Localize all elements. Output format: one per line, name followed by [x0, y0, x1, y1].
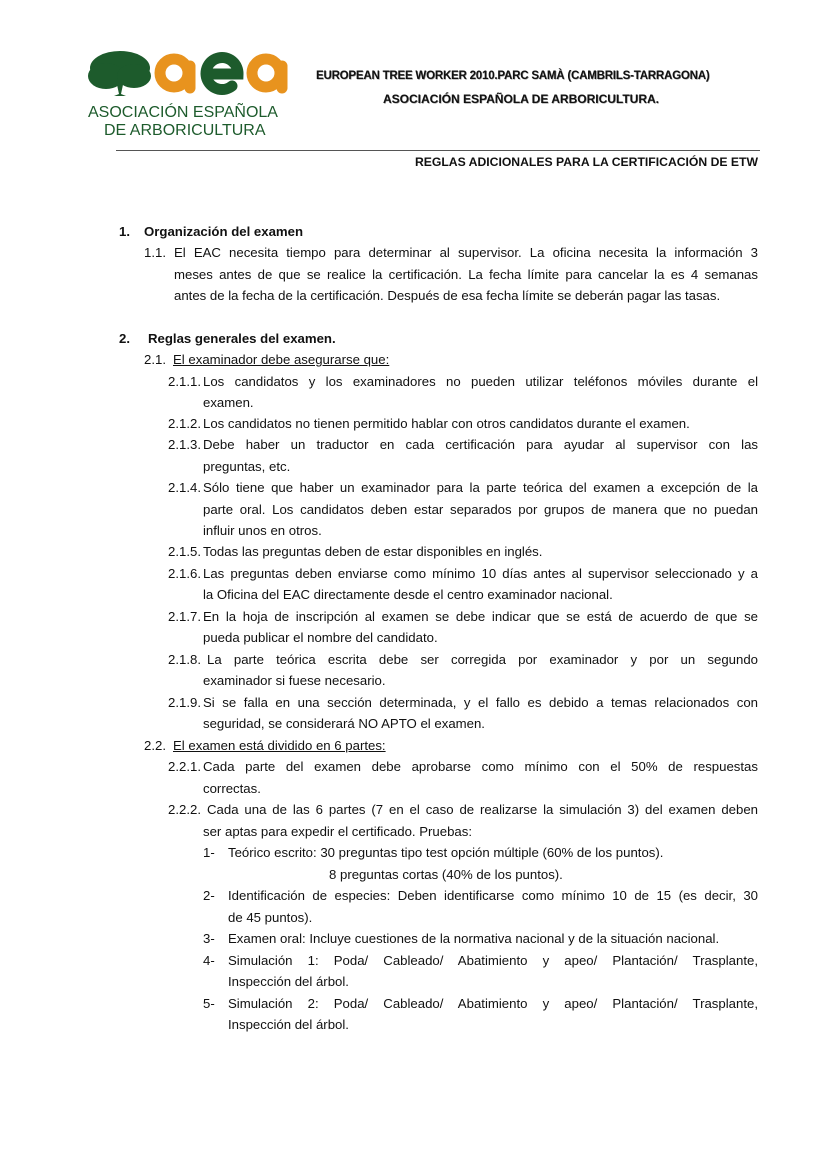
test-number: 2-: [203, 888, 215, 903]
subsection-2-1-title: El examinador debe asegurarse que:: [173, 352, 390, 367]
item-line: seguridad, se considerará NO APTO el examen.: [203, 716, 485, 731]
item-line: correctas.: [203, 781, 261, 796]
item-line: En la hoja de inscripción al examen se debe indicar que se está de acuerdo de que se: [203, 609, 758, 624]
svg-text:ASOCIACIÓN ESPAÑOLA: ASOCIACIÓN ESPAÑOLA: [88, 104, 278, 121]
subsection-2-2-title: El examen está dividido en 6 partes:: [173, 738, 386, 753]
item-line: Cada parte del examen debe aprobarse como mínimo con el 50% de respuestas: [203, 759, 758, 774]
test-line: Inspección del árbol.: [228, 1017, 349, 1032]
item-number: 2.1.6.: [168, 566, 201, 581]
item-line: Cada una de las 6 partes (7 en el caso de realizarse la simulación 3) del examen deben: [207, 802, 758, 817]
svg-text:DE ARBORICULTURA: DE ARBORICULTURA: [104, 122, 266, 139]
section-2-number: 2.: [119, 331, 130, 346]
item-number: 2.1.4.: [168, 480, 201, 495]
subsection-2-1-number: 2.1.: [144, 352, 166, 367]
item-number: 2.1.2.: [168, 416, 201, 431]
item-line: Sólo tiene que haber un examinador para la parte teórica del examen a excepción de la: [203, 480, 758, 495]
item-1-1-line: antes de la fecha de la certificación. Después de esa fecha límite se deberán pagar las tasas.: [174, 288, 721, 303]
item-line: examen.: [203, 395, 254, 410]
item-1-1-number: 1.1.: [144, 245, 166, 260]
item-number: 2.1.9.: [168, 695, 201, 710]
item-line: la Oficina del EAC directamente desde el centro examinador nacional.: [203, 587, 613, 602]
test-number: 1-: [203, 845, 215, 860]
test-number: 5-: [203, 996, 215, 1011]
item-1-1-line: meses antes de que se realice la certificación. La fecha límite para cancelar la es 4 semanas: [174, 267, 758, 282]
item-line: Todas las preguntas deben de estar disponibles en inglés.: [203, 544, 543, 559]
test-line: Simulación 2: Poda/ Cableado/ Abatimiento y apeo/ Plantación/ Trasplante,: [228, 996, 758, 1011]
test-line: Teórico escrito: 30 preguntas tipo test opción múltiple (60% de los puntos).: [228, 845, 664, 860]
test-line: Simulación 1: Poda/ Cableado/ Abatimiento y apeo/ Plantación/ Trasplante,: [228, 953, 758, 968]
section-1-number: 1.: [119, 224, 130, 239]
item-line: Los candidatos no tienen permitido hablar con otros candidatos durante el examen.: [203, 416, 690, 431]
item-line: examinador si fuese necesario.: [203, 673, 386, 688]
item-1-1-line: El EAC necesita tiempo para determinar al supervisor. La oficina necesita la información 3: [174, 245, 758, 260]
test-line: Identificación de especies: Deben identificarse como mínimo 10 de 15 (es decir, 30: [228, 888, 758, 903]
item-line: Debe haber un traductor en cada certificación para ayudar al supervisor con las: [203, 437, 758, 452]
org-title: ASOCIACIÓN ESPAÑOLA DE ARBORICULTURA.: [383, 92, 659, 106]
section-1-title: Organización del examen: [144, 224, 304, 239]
tree-logo-icon: [86, 46, 302, 142]
item-line: ser aptas para expedir el certificado. Pruebas:: [203, 824, 473, 839]
test-number: 3-: [203, 931, 215, 946]
item-number: 2.1.3.: [168, 437, 201, 452]
section-2-title: Reglas generales del examen.: [148, 331, 336, 346]
test-line: de 45 puntos).: [228, 910, 313, 925]
event-title: EUROPEAN TREE WORKER 2010.PARC SAMÀ (CAMBRILS-TARRAGONA): [316, 70, 710, 82]
header-divider: [116, 150, 760, 151]
item-line: preguntas, etc.: [203, 459, 291, 474]
doc-subtitle: REGLAS ADICIONALES PARA LA CERTIFICACIÓN DE ETW: [414, 155, 758, 169]
item-line: Si se falla en una sección determinada, y el fallo es debido a temas relacionados con: [203, 695, 758, 710]
test-number: 4-: [203, 953, 215, 968]
item-number: 2.1.7.: [168, 609, 201, 624]
item-number: 2.1.8.: [168, 652, 201, 667]
test-line: Inspección del árbol.: [228, 974, 349, 989]
test-line: Examen oral: Incluye cuestiones de la normativa nacional y de la situación nacional.: [228, 931, 720, 946]
item-line: Las preguntas deben enviarse como mínimo 10 días antes al supervisor seleccionado y a: [203, 566, 758, 581]
item-number: 2.1.1.: [168, 374, 201, 389]
item-line: parte oral. Los candidatos deben estar separados por grupos de manera que no puedan: [203, 502, 758, 517]
item-number: 2.2.2.: [168, 802, 201, 817]
item-number: 2.1.5.: [168, 544, 201, 559]
subsection-2-2-number: 2.2.: [144, 738, 166, 753]
item-line: Los candidatos y los examinadores no pueden utilizar teléfonos móviles durante el: [203, 374, 758, 389]
item-line: influir unos en otros.: [203, 523, 322, 538]
item-line: pueda publicar el nombre del candidato.: [203, 630, 438, 645]
test-line: 8 preguntas cortas (40% de los puntos).: [329, 867, 563, 882]
item-line: La parte teórica escrita debe ser corregida por examinador y por un segundo: [207, 652, 758, 667]
aea-logo: [86, 46, 302, 142]
item-number: 2.2.1.: [168, 759, 201, 774]
